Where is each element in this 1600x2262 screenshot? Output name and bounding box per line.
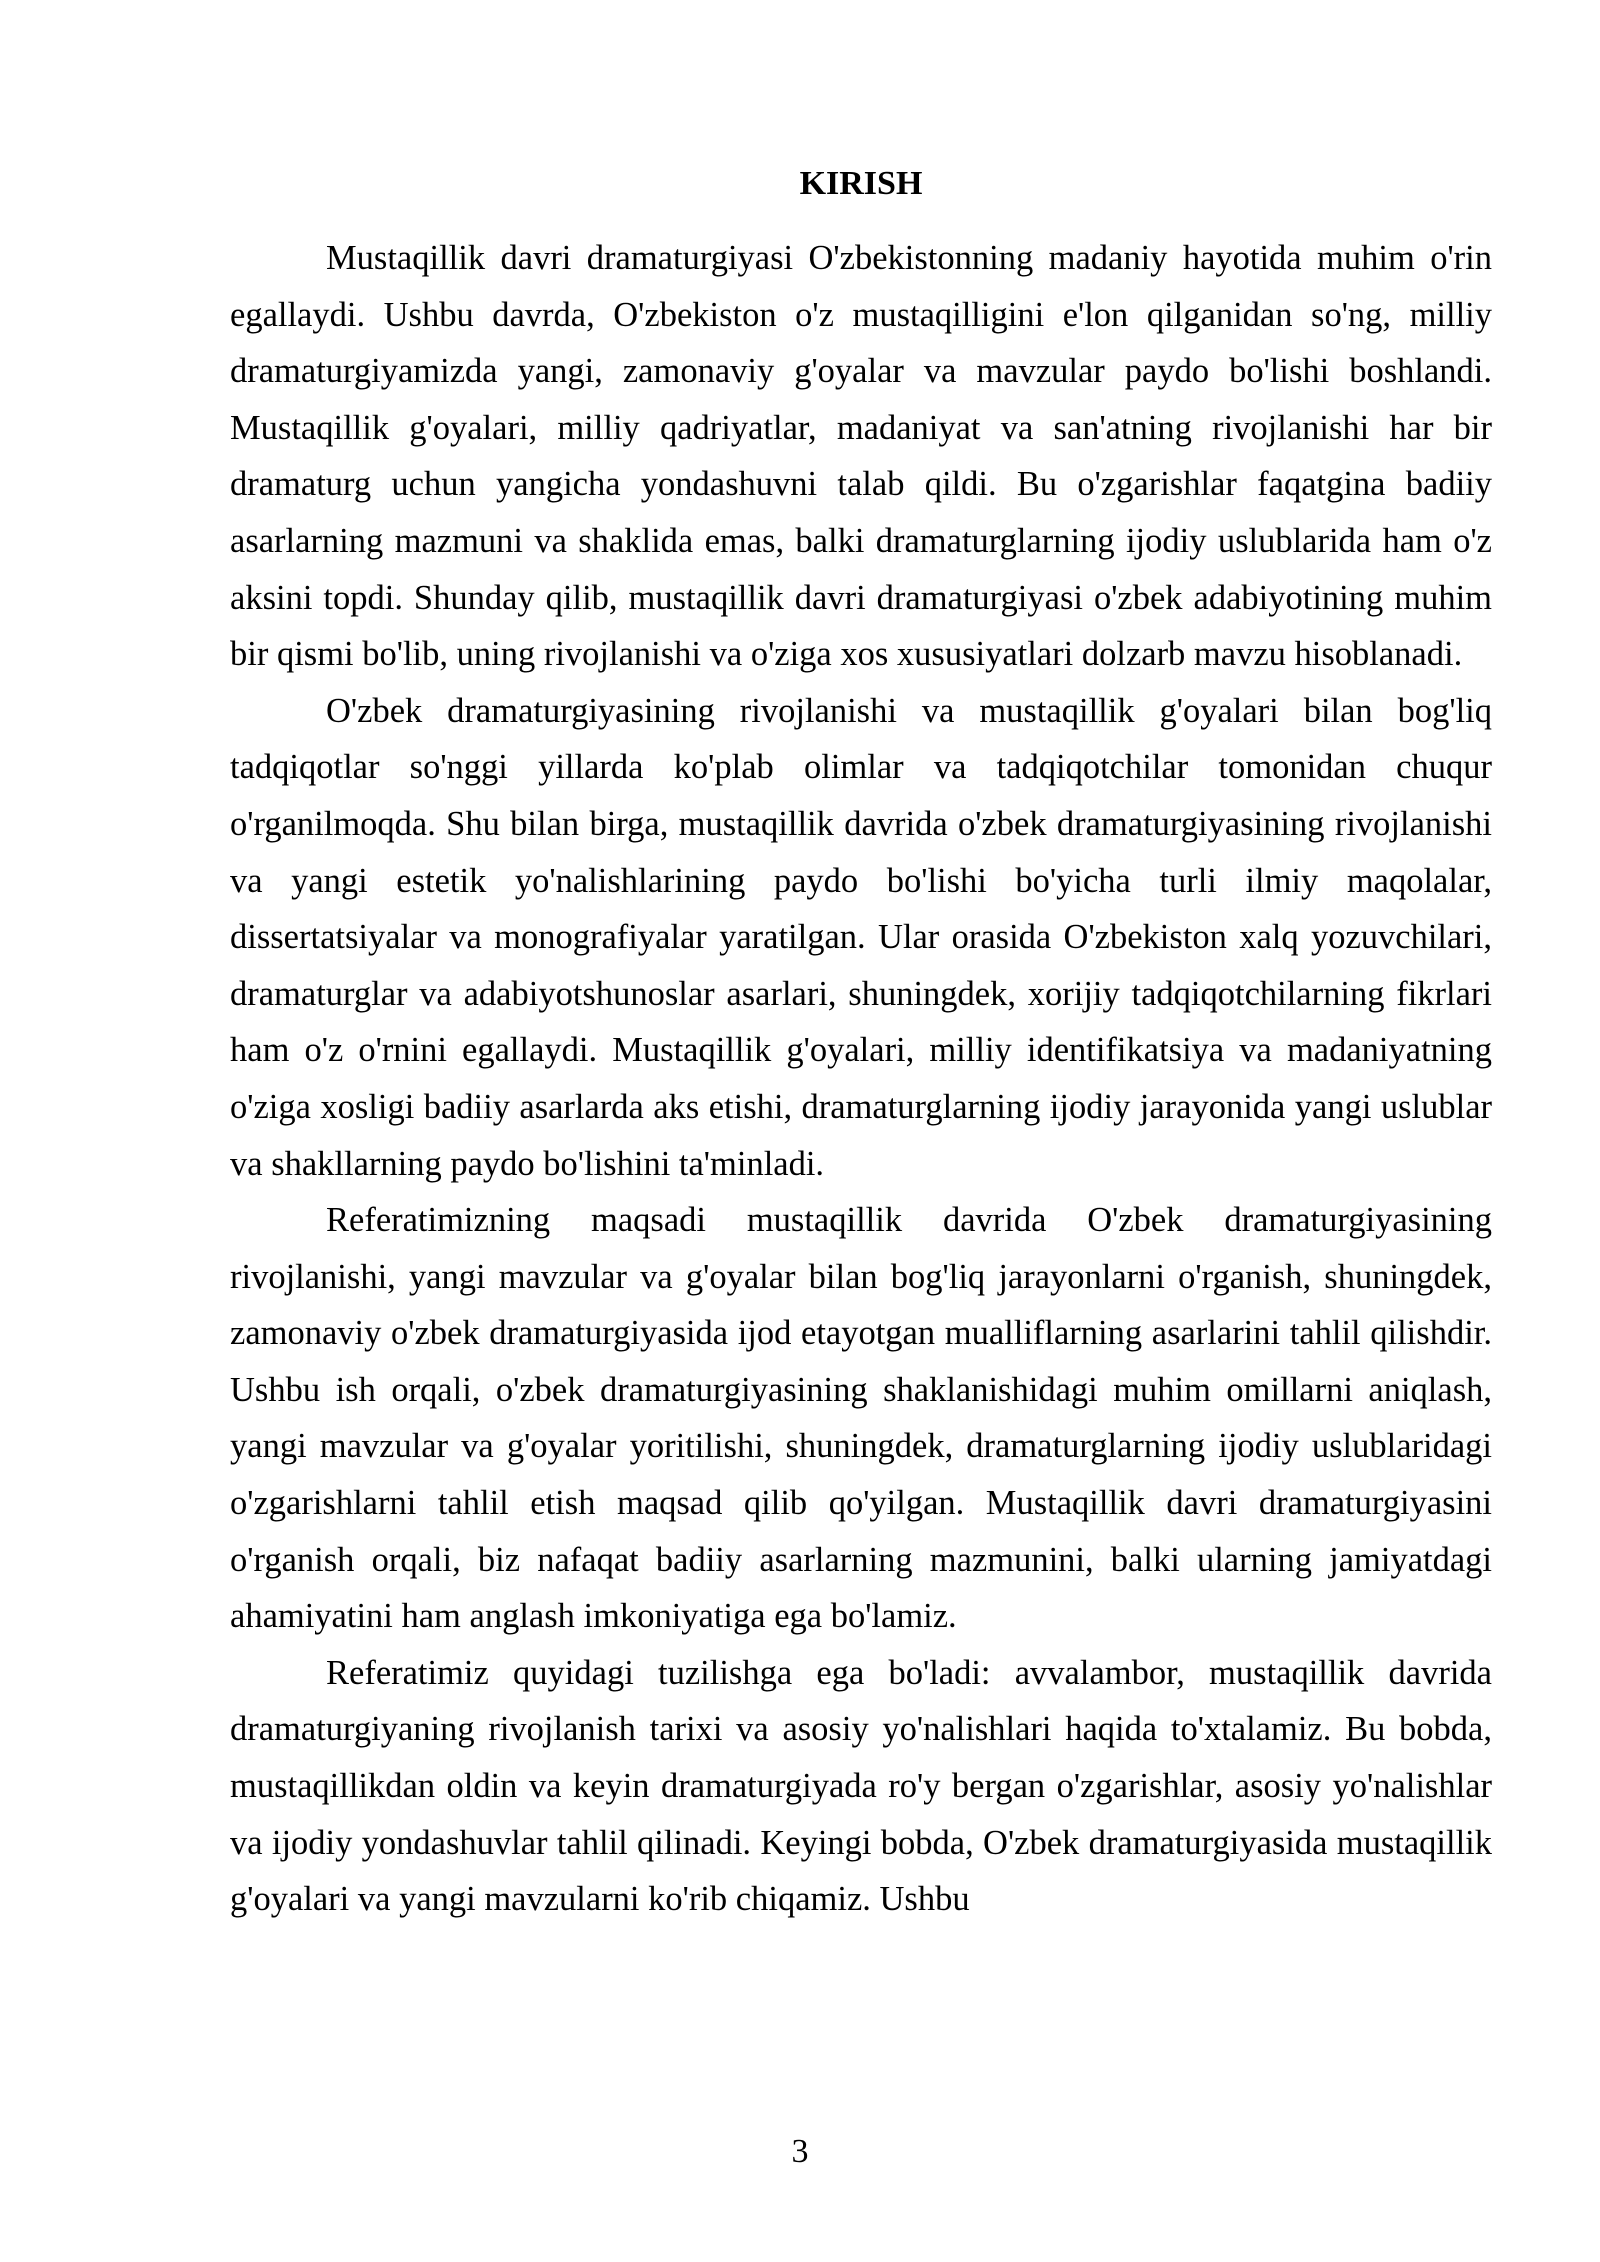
paragraph-1: Mustaqillik davri dramaturgiyasi O'zbekistonning madaniy hayotida muhim o'rin egallaydi. Ushbu davrda, O'zbekiston o'z mustaqilligini e'lon qilganidan so'ng, milliy dramaturgiyamizda yangi, zamonaviy g'oyalar va mavzular paydo bo'lishi boshlandi. Mustaqillik g'oyalari, milliy qadriyatlar, madaniyat va san'atning rivojlanishi har bir dramaturg uchun yangicha yondashuvni talab qildi. Bu o'zgarishlar faqatgina badiiy asarlarning mazmuni va shaklida emas, balki dramaturglarning ijodiy uslublarida ham o'z aksini topdi. Shunday qilib, mustaqillik davri dramaturgiyasi o'zbek adabiyotining muhim bir qismi bo'lib, uning rivojlanishi va o'ziga xos xususiyatlari dolzarb mavzu hisoblanadi.	[230, 239, 1492, 674]
paragraph-2: O'zbek dramaturgiyasining rivojlanishi va mustaqillik g'oyalari bilan bog'liq tadqiqotlar so'nggi yillarda ko'plab olimlar va tadqiqotchilar tomonidan chuqur o'rganilmoqda. Shu bilan birga, mustaqillik davrida o'zbek dramaturgiyasining rivojlanishi va yangi estetik yo'nalishlarining paydo bo'lishi bo'yicha turli ilmiy maqolalar, dissertatsiyalar va monografiyalar yaratilgan. Ular orasida O'zbekiston xalq yozuvchilari, dramaturglar va adabiyotshunoslar asarlari, shuningdek, xorijiy tadqiqotchilarning fikrlari ham o'z o'rnini egallaydi. Mustaqillik g'oyalari, milliy identifikatsiya va madaniyatning o'ziga xosligi badiiy asarlarda aks etishi, dramaturglarning ijodiy jarayonida yangi uslublar va shakllarning paydo bo'lishini ta'minladi.	[230, 691, 1492, 1183]
page-title: KIRISH	[799, 165, 923, 202]
page-content	[230, 160, 1492, 1928]
page-number: 3	[791, 2133, 809, 2170]
paragraph-4: Referatimiz quyidagi tuzilishga ega bo'ladi: avvalambor, mustaqillik davrida dramaturgiyaning rivojlanish tarixi va asosiy yo'nalishlari haqida to'xtalamiz. Bu bobda, mustaqillikdan oldin va keyin dramaturgiyada ro'y bergan o'zgarishlar, asosiy yo'nalishlar va ijodiy yondashuvlar tahlil qilinadi. Keyingi bobda, O'zbek dramaturgiyasida mustaqillik g'oyalari va yangi mavzularni ko'rib chiqamiz. Ushbu	[230, 1653, 1492, 1919]
paragraph-3: Referatimizning maqsadi mustaqillik davrida O'zbek dramaturgiyasining rivojlanishi, yangi mavzular va g'oyalar bilan bog'liq jarayonlarni o'rganish, shuningdek, zamonaviy o'zbek dramaturgiyasida ijod etayotgan mualliflarning asarlarini tahlil qilishdir. Ushbu ish orqali, o'zbek dramaturgiyasining shaklanishidagi muhim omillarni aniqlash, yangi mavzular va g'oyalar yoritilishi, shuningdek, dramaturglarning ijodiy uslublaridagi o'zgarishlarni tahlil etish maqsad qilib qo'yilgan. Mustaqillik davri dramaturgiyasini o'rganish orqali, biz nafaqat badiiy asarlarning mazmunini, balki ularning jamiyatdagi ahamiyatini ham anglash imkoniyatiga ega bo'lamiz.	[230, 1201, 1492, 1636]
